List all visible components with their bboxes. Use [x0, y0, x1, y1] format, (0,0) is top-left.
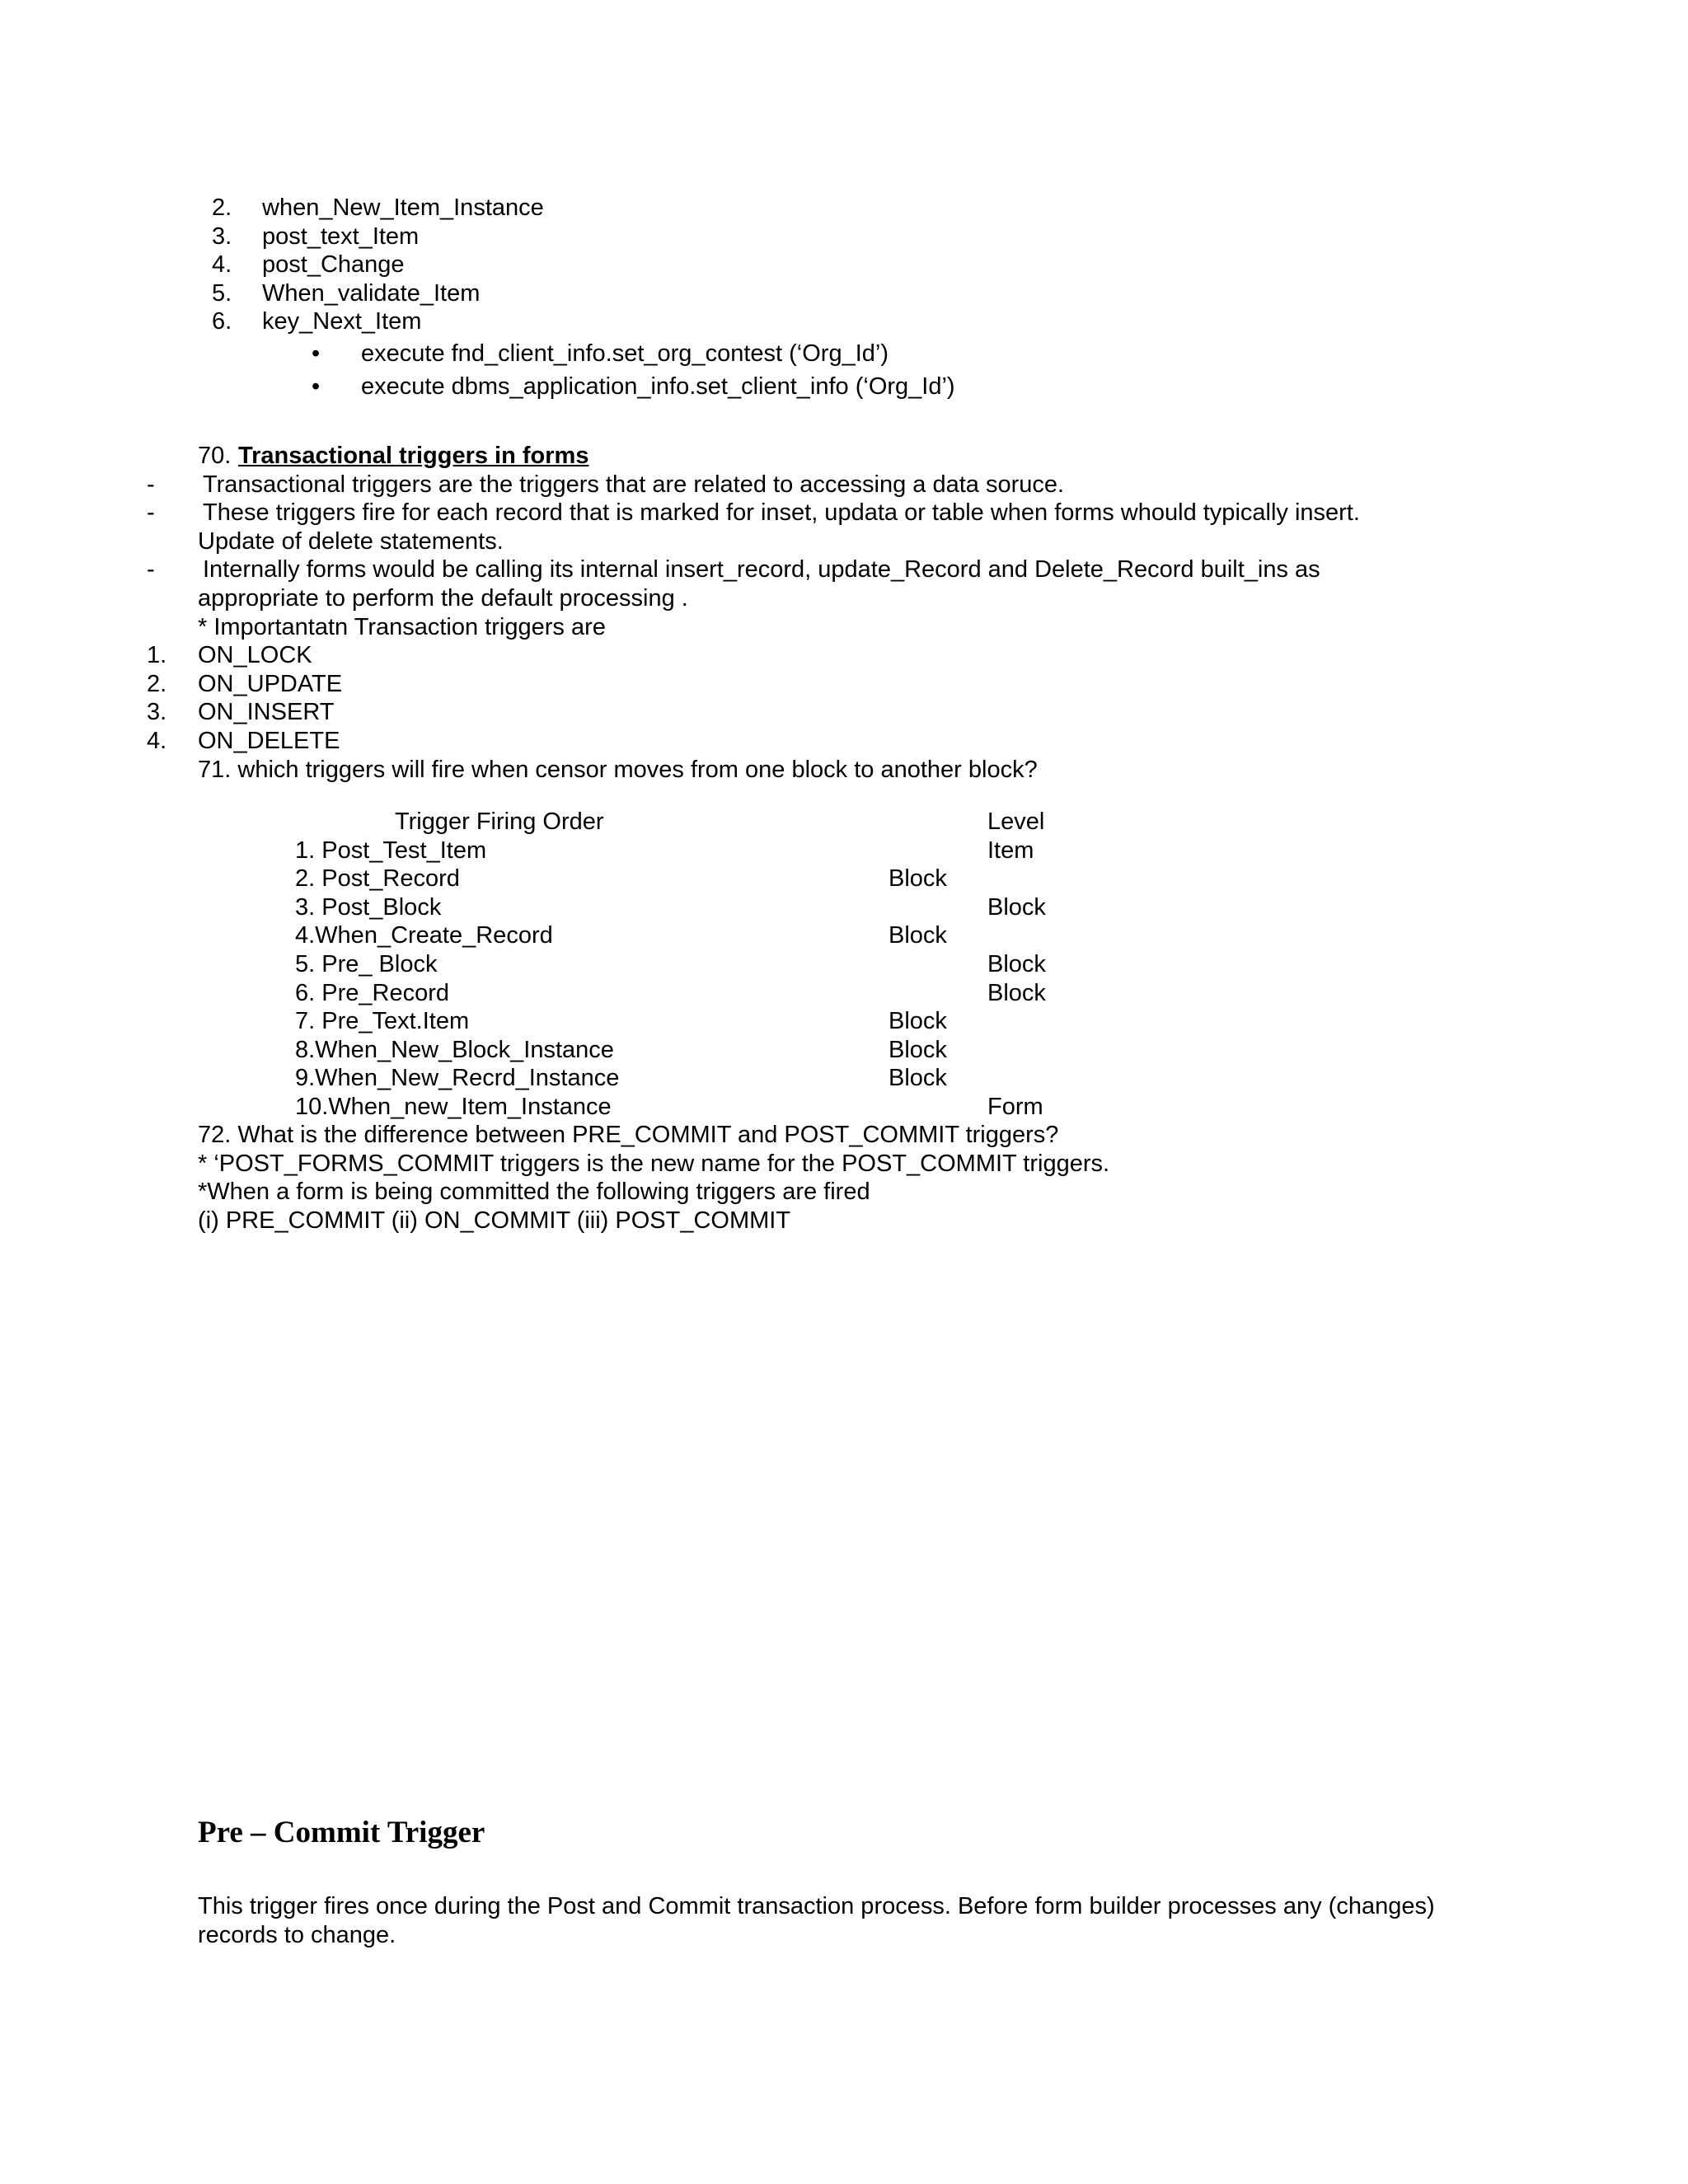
table-row: 2. Post_Record Block [295, 865, 947, 893]
important-note: * Importantatn Transaction triggers are [198, 613, 606, 640]
table-row: 5. Pre_ Block Block [295, 950, 1046, 977]
list-item: 2. when_New_Item_Instance [212, 194, 544, 221]
table-row: 6. Pre_Record Block [295, 979, 1046, 1006]
section-heading: Pre – Commit Trigger [198, 1816, 485, 1849]
bullet-list [0, 340, 1688, 405]
numbered-list-top [0, 194, 1688, 336]
table-row: 3. Post_Block Block [295, 893, 1046, 921]
q72-question: 72. What is the difference between PRE_COMMIT and POST_COMMIT triggers? [198, 1122, 1059, 1148]
table-row: 9.When_New_Recrd_Instance Block [295, 1065, 947, 1092]
q71-question: 71. which triggers will fire when censor moves from one block to another block? [198, 756, 1038, 783]
list-item: 4. post_Change [212, 251, 405, 279]
dash-item: - Transactional triggers are the triggers that are related to accessing a data soruce. [147, 471, 1065, 498]
q70-title-line: 70. Transactional triggers in forms [198, 443, 589, 469]
dash-item-cont: appropriate to perform the default processing . [198, 584, 688, 612]
list-item: 3. post_text_Item [212, 223, 420, 250]
section-q72 [0, 1121, 1688, 1235]
q72-line: (i) PRE_COMMIT (ii) ON_COMMIT (iii) POST_COMMIT [198, 1207, 791, 1234]
q72-line: *When a form is being committed the following triggers are fired [198, 1179, 870, 1206]
table-header: Trigger Firing Order Level [395, 808, 1045, 835]
table-row: 8.When_New_Block_Instance Block [295, 1036, 947, 1063]
list-item: 6. key_Next_Item [212, 308, 422, 335]
list-item: 1. ON_LOCK [147, 642, 312, 669]
list-item: 5. When_validate_Item [212, 279, 481, 307]
table-row: 10.When_new_Item_Instance Form [295, 1093, 1043, 1120]
table-row: 4.When_Create_Record Block [295, 922, 947, 949]
dash-item-cont: Update of delete statements. [198, 527, 504, 555]
q70-title: Transactional triggers in forms [238, 443, 589, 469]
list-item: 2. ON_UPDATE [147, 670, 343, 697]
trigger-order-table [0, 808, 1688, 1122]
list-item: 3. ON_INSERT [147, 699, 335, 726]
section-q70 [0, 442, 1688, 784]
list-item: 4. ON_DELETE [147, 727, 340, 754]
dash-item: - Internally forms would be calling its internal insert_record, update_Record and Delete_Record built_ins as [147, 556, 1320, 583]
q72-line: * ‘POST_FORMS_COMMIT triggers is the new name for the POST_COMMIT triggers. [198, 1150, 1110, 1177]
bullet-item: • execute dbms_application_info.set_client_info (‘Org_Id’) [312, 373, 955, 400]
dash-item: - These triggers fire for each record that is marked for inset, updata or table when forms whould typically insert. [147, 499, 1360, 527]
table-row: 1. Post_Test_Item Item [295, 837, 1034, 864]
bullet-item: • execute fnd_client_info.set_org_contest (‘Org_Id’) [312, 340, 889, 367]
table-row: 7. Pre_Text.Item Block [295, 1008, 947, 1035]
section-paragraph: This trigger fires once during the Post and Commit transaction process. Before form builder processes any (changes) records to change. [198, 1893, 1435, 1948]
